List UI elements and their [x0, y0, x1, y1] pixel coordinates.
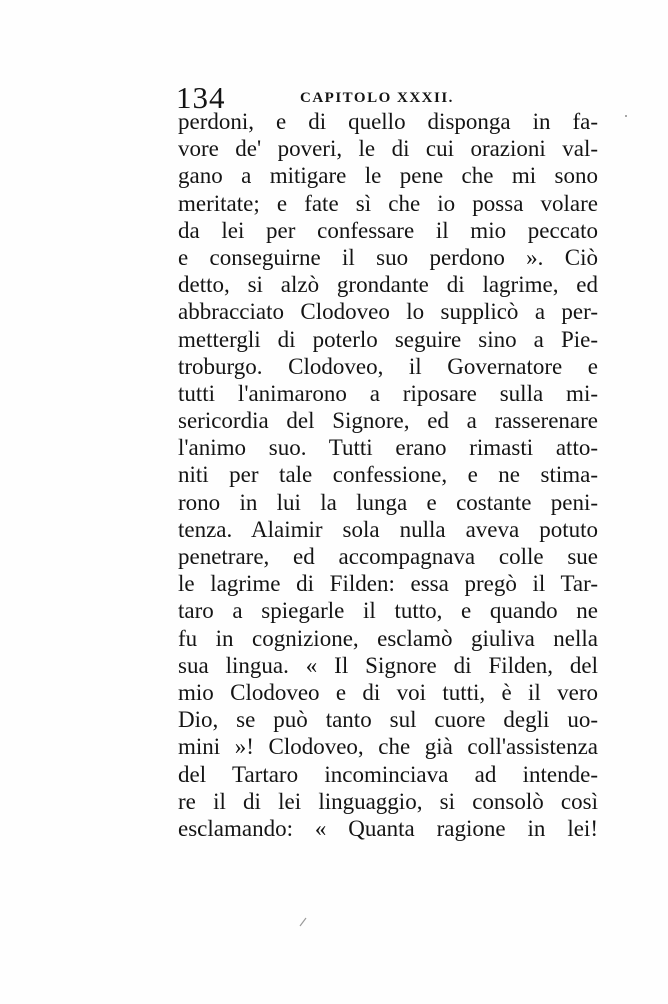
- text-line: tutti l'animarono a riposare sulla mi-: [178, 380, 598, 406]
- text-line: fu in cognizione, esclamò giuliva nella: [178, 625, 598, 651]
- text-line: troburgo. Clodoveo, il Governatore e: [178, 353, 598, 379]
- page-number: 134: [176, 80, 226, 115]
- text-line: le lagrime di Filden: essa pregò il Tar-: [178, 571, 598, 597]
- text-line: da lei per confessare il mio peccato: [178, 217, 598, 243]
- text-line: re il di lei linguaggio, si consolò così: [178, 788, 598, 814]
- text-line: e conseguirne il suo perdono ». Ciò: [178, 244, 598, 270]
- ink-speck: [300, 918, 306, 926]
- body-text: [178, 108, 598, 842]
- text-line: sua lingua. « Il Signore di Filden, del: [178, 652, 598, 678]
- text-line: Dio, se può tanto sul cuore degli uo-: [178, 707, 598, 733]
- running-head: CAPITOLO XXXII.: [300, 90, 454, 106]
- text-line: gano a mitigare le pene che mi sono: [178, 163, 598, 189]
- text-line: mio Clodoveo e di voi tutti, è il vero: [178, 679, 598, 705]
- text-line: l'animo suo. Tutti erano rimasti atto-: [178, 435, 598, 461]
- ink-speck: [625, 115, 627, 117]
- text-line: rono in lui la lunga e costante peni-: [178, 489, 598, 515]
- text-line: esclamando: « Quanta ragione in lei!: [178, 815, 598, 841]
- text-line: penetrare, ed accompagnava colle sue: [178, 544, 598, 569]
- text-line: detto, si alzò grondante di lagrime, ed: [178, 272, 598, 298]
- text-line: vore de' poveri, le di cui orazioni val-: [178, 136, 598, 162]
- text-line: tenza. Alaimir sola nulla aveva potuto: [178, 516, 598, 542]
- text-line: del Tartaro incominciava ad intende-: [178, 761, 598, 787]
- text-line: mini »! Clodoveo, che già coll'assistenza: [178, 734, 598, 760]
- text-line: abbracciato Clodoveo lo supplicò a per-: [178, 299, 598, 325]
- text-line: meritate; e fate sì che io possa volare: [178, 190, 598, 216]
- text-line: taro a spiegarle il tutto, e quando ne: [178, 598, 598, 624]
- text-line: niti per tale confessione, e ne stima-: [178, 462, 598, 488]
- text-line: mettergli di poterlo seguire sino a Pie-: [178, 326, 598, 352]
- text-line: perdoni, e di quello disponga in fa-: [178, 109, 598, 134]
- text-line: sericordia del Signore, ed a rasserenare: [178, 408, 598, 434]
